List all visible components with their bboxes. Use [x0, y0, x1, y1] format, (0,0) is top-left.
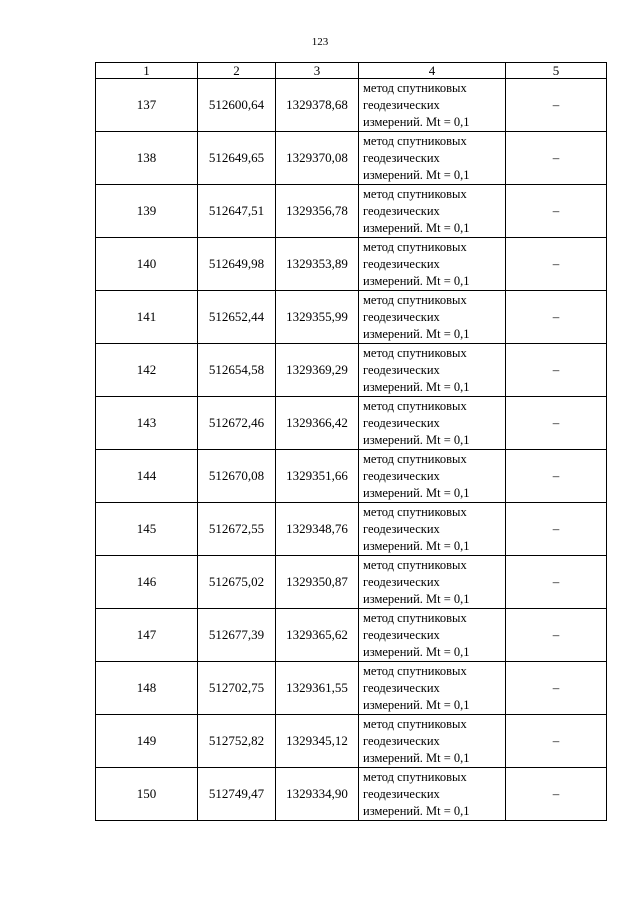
y-coordinate-cell: 1329334,90 — [276, 768, 359, 821]
note-cell: – — [506, 185, 607, 238]
method-cell — [359, 503, 506, 556]
method-cell — [359, 715, 506, 768]
method-line: метод спутниковых — [363, 186, 467, 201]
method-cell — [359, 238, 506, 291]
method-line: измерений. Mt = 0,1 — [363, 697, 470, 712]
method-line: измерений. Mt = 0,1 — [363, 220, 470, 235]
table-row — [96, 79, 607, 132]
table-row — [96, 397, 607, 450]
y-coordinate-cell: 1329356,78 — [276, 185, 359, 238]
method-line: метод спутниковых — [363, 557, 467, 572]
table-row — [96, 503, 607, 556]
method-line: геодезических — [363, 786, 440, 801]
method-line: геодезических — [363, 309, 440, 324]
x-coordinate-cell: 512752,82 — [198, 715, 276, 768]
note-cell: – — [506, 132, 607, 185]
y-coordinate-cell: 1329378,68 — [276, 79, 359, 132]
y-coordinate-cell: 1329355,99 — [276, 291, 359, 344]
method-line: метод спутниковых — [363, 80, 467, 95]
method-line: измерений. Mt = 0,1 — [363, 167, 470, 182]
method-line: измерений. Mt = 0,1 — [363, 803, 470, 818]
method-cell — [359, 768, 506, 821]
method-cell — [359, 79, 506, 132]
x-coordinate-cell: 512647,51 — [198, 185, 276, 238]
x-coordinate-cell: 512672,55 — [198, 503, 276, 556]
point-number-cell: 145 — [96, 503, 198, 556]
method-line: измерений. Mt = 0,1 — [363, 538, 470, 553]
method-line: геодезических — [363, 97, 440, 112]
table-row — [96, 291, 607, 344]
y-coordinate-cell: 1329365,62 — [276, 609, 359, 662]
column-header-2: 2 — [198, 63, 276, 79]
x-coordinate-cell: 512702,75 — [198, 662, 276, 715]
y-coordinate-cell: 1329366,42 — [276, 397, 359, 450]
method-line: геодезических — [363, 362, 440, 377]
method-line: метод спутниковых — [363, 345, 467, 360]
method-line: метод спутниковых — [363, 133, 467, 148]
table-row — [96, 344, 607, 397]
column-header-5: 5 — [506, 63, 607, 79]
method-line: метод спутниковых — [363, 716, 467, 731]
method-line: геодезических — [363, 468, 440, 483]
point-number-cell: 144 — [96, 450, 198, 503]
note-cell: – — [506, 662, 607, 715]
point-number-cell: 137 — [96, 79, 198, 132]
y-coordinate-cell: 1329353,89 — [276, 238, 359, 291]
method-cell — [359, 662, 506, 715]
point-number-cell: 149 — [96, 715, 198, 768]
y-coordinate-cell: 1329351,66 — [276, 450, 359, 503]
x-coordinate-cell: 512649,65 — [198, 132, 276, 185]
method-line: измерений. Mt = 0,1 — [363, 485, 470, 500]
table-row — [96, 662, 607, 715]
note-cell: – — [506, 291, 607, 344]
method-line: геодезических — [363, 521, 440, 536]
note-cell: – — [506, 556, 607, 609]
table-row — [96, 450, 607, 503]
method-line: измерений. Mt = 0,1 — [363, 114, 470, 129]
x-coordinate-cell: 512677,39 — [198, 609, 276, 662]
note-cell: – — [506, 238, 607, 291]
method-line: метод спутниковых — [363, 451, 467, 466]
x-coordinate-cell: 512600,64 — [198, 79, 276, 132]
note-cell: – — [506, 503, 607, 556]
method-line: геодезических — [363, 256, 440, 271]
x-coordinate-cell: 512672,46 — [198, 397, 276, 450]
column-header-4: 4 — [359, 63, 506, 79]
table-row — [96, 132, 607, 185]
method-line: геодезических — [363, 680, 440, 695]
method-cell — [359, 132, 506, 185]
method-cell — [359, 185, 506, 238]
method-line: измерений. Mt = 0,1 — [363, 326, 470, 341]
point-number-cell: 141 — [96, 291, 198, 344]
method-line: измерений. Mt = 0,1 — [363, 750, 470, 765]
method-line: геодезических — [363, 150, 440, 165]
point-number-cell: 143 — [96, 397, 198, 450]
method-cell — [359, 344, 506, 397]
note-cell: – — [506, 397, 607, 450]
method-line: метод спутниковых — [363, 398, 467, 413]
table-row — [96, 715, 607, 768]
note-cell: – — [506, 609, 607, 662]
table-row — [96, 556, 607, 609]
table-header — [96, 63, 607, 79]
method-line: геодезических — [363, 203, 440, 218]
method-line: геодезических — [363, 627, 440, 642]
header-row — [96, 63, 607, 79]
x-coordinate-cell: 512749,47 — [198, 768, 276, 821]
method-line: метод спутниковых — [363, 504, 467, 519]
y-coordinate-cell: 1329345,12 — [276, 715, 359, 768]
method-cell — [359, 609, 506, 662]
x-coordinate-cell: 512675,02 — [198, 556, 276, 609]
y-coordinate-cell: 1329370,08 — [276, 132, 359, 185]
x-coordinate-cell: 512649,98 — [198, 238, 276, 291]
coordinates-table — [95, 62, 607, 821]
point-number-cell: 147 — [96, 609, 198, 662]
note-cell: – — [506, 344, 607, 397]
method-line: геодезических — [363, 733, 440, 748]
method-cell — [359, 397, 506, 450]
method-line: измерений. Mt = 0,1 — [363, 644, 470, 659]
method-line: геодезических — [363, 574, 440, 589]
table-row — [96, 609, 607, 662]
method-line: измерений. Mt = 0,1 — [363, 379, 470, 394]
table-row — [96, 768, 607, 821]
method-line: метод спутниковых — [363, 663, 467, 678]
note-cell: – — [506, 450, 607, 503]
point-number-cell: 139 — [96, 185, 198, 238]
point-number-cell: 148 — [96, 662, 198, 715]
point-number-cell: 140 — [96, 238, 198, 291]
point-number-cell: 146 — [96, 556, 198, 609]
note-cell: – — [506, 79, 607, 132]
y-coordinate-cell: 1329369,29 — [276, 344, 359, 397]
point-number-cell: 138 — [96, 132, 198, 185]
y-coordinate-cell: 1329350,87 — [276, 556, 359, 609]
point-number-cell: 142 — [96, 344, 198, 397]
y-coordinate-cell: 1329361,55 — [276, 662, 359, 715]
method-line: метод спутниковых — [363, 239, 467, 254]
page-number: 123 — [311, 36, 329, 48]
method-line: метод спутниковых — [363, 292, 467, 307]
method-line: геодезических — [363, 415, 440, 430]
method-cell — [359, 556, 506, 609]
note-cell: – — [506, 715, 607, 768]
column-header-1: 1 — [96, 63, 198, 79]
method-line: измерений. Mt = 0,1 — [363, 591, 470, 606]
method-line: метод спутниковых — [363, 610, 467, 625]
method-cell — [359, 291, 506, 344]
point-number-cell: 150 — [96, 768, 198, 821]
table-row — [96, 185, 607, 238]
table-body — [96, 79, 607, 821]
x-coordinate-cell: 512652,44 — [198, 291, 276, 344]
column-header-3: 3 — [276, 63, 359, 79]
y-coordinate-cell: 1329348,76 — [276, 503, 359, 556]
note-cell: – — [506, 768, 607, 821]
x-coordinate-cell: 512654,58 — [198, 344, 276, 397]
x-coordinate-cell: 512670,08 — [198, 450, 276, 503]
method-cell — [359, 450, 506, 503]
method-line: измерений. Mt = 0,1 — [363, 432, 470, 447]
table-row — [96, 238, 607, 291]
method-line: метод спутниковых — [363, 769, 467, 784]
method-line: измерений. Mt = 0,1 — [363, 273, 470, 288]
